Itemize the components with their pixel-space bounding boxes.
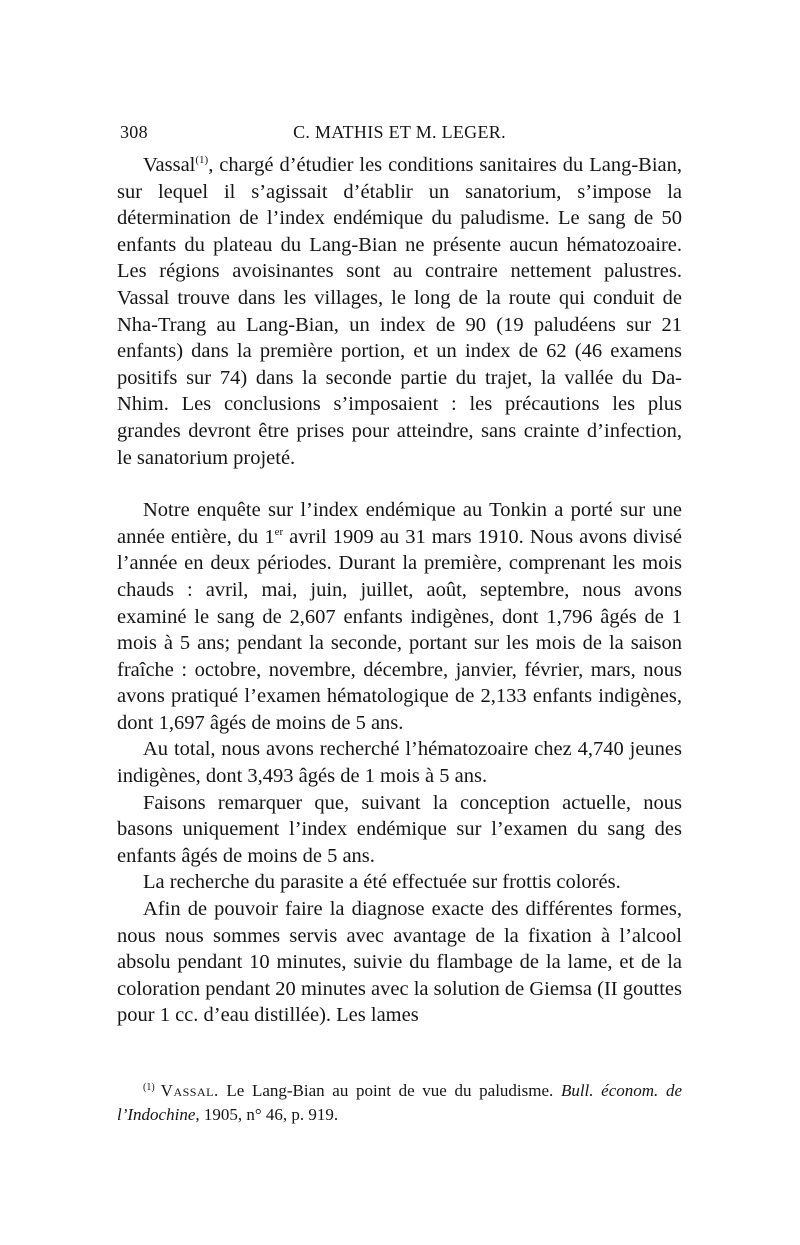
body-text <box>117 152 682 1029</box>
paragraph-vassal <box>117 152 682 471</box>
footnote <box>117 1079 682 1127</box>
paragraph-text: avril 1909 au 31 mars 1910. Nous avons divisé l’année en deux périodes. Durant la première, comprenant les mois chauds : avril, mai, juin, juillet, août, septembre, nous avons examiné le sang de 2,607 enfants indigènes, dont 1,796 âgés de 1 mois à 5 ans; pendant la seconde, portant sur les mois de la saison fraîche : octobre, novembre, décembre, janvier, février, mars, nous avons pratiqué l’examen hématologique de 2,133 enfants indigènes, dont 1,697 âgés de moins de 5 ans. <box>117 525 683 734</box>
paragraph-enquete <box>117 497 682 736</box>
paragraph-methode: Afin de pouvoir faire la diagnose exacte des différentes formes, nous nous sommes servis avec avantage de la fixation à l’alcool absolu pendant 10 minutes, suivie du flambage de la lame, et de la coloration pendant 20 minutes avec la solution de Giemsa (II gouttes pour 1 cc. d’eau distillée). Les lames <box>117 898 682 1027</box>
ordinal-superscript: er <box>274 525 284 538</box>
author-name: Vassal <box>143 154 196 176</box>
paragraph-total: Au total, nous avons recherché l’hématozoaire chez 4,740 jeunes indigènes, dont 3,493 âgés de 1 mois à 5 ans. <box>117 738 682 788</box>
page-number: 308 <box>120 122 148 142</box>
running-title: C. MATHIS ET M. LEGER. <box>293 122 506 142</box>
page-header <box>117 119 682 145</box>
footnote-entry <box>117 1079 682 1127</box>
footnote-journal: Bull. économ. de l’Indochine <box>117 1081 682 1124</box>
footnote-title: Le Lang-Bian au point de vue du paludisme. <box>218 1081 561 1100</box>
footnote-reference: (1) <box>195 154 209 166</box>
paragraph-text: , chargé d’étudier les conditions sanitaires du Lang-Bian, sur lequel il s’agissait d’établir un sanatorium, s’impose la détermination de l’index endémique du paludisme. Le sang de 50 enfants du plateau du Lang-Bian ne présente aucun hématozoaire. Les régions avoisinantes sont au contraire nettement palustres. Vassal trouve dans les villages, le long de la route qui conduit de Nha-Trang au Lang-Bian, un index de 90 (19 paludéens sur 21 enfants) dans la première portion, et un index de 62 (46 examens positifs sur 74) dans la seconde partie du trajet, la vallée du Da-Nhim. Les conclusions s’imposaient : les précautions les plus grandes devront être prises pour atteindre, sans crainte d’infection, le sanatorium projeté. <box>117 154 682 469</box>
paragraph-text: Notre enquête sur l’index endémique au Tonkin a porté sur une année entière, du 1 <box>117 499 682 548</box>
paragraph-recherche: La recherche du parasite a été effectuée sur frottis colorés. <box>143 871 621 894</box>
footnote-citation: , 1905, n° 46, p. 919. <box>195 1105 339 1124</box>
footnote-author: Vassal. <box>160 1081 219 1100</box>
footnote-mark: (1) <box>143 1082 155 1093</box>
paragraph-remarque: Faisons remarquer que, suivant la conception actuelle, nous basons uniquement l’index endémique sur l’examen du sang des enfants âgés de moins de 5 ans. <box>117 791 682 867</box>
